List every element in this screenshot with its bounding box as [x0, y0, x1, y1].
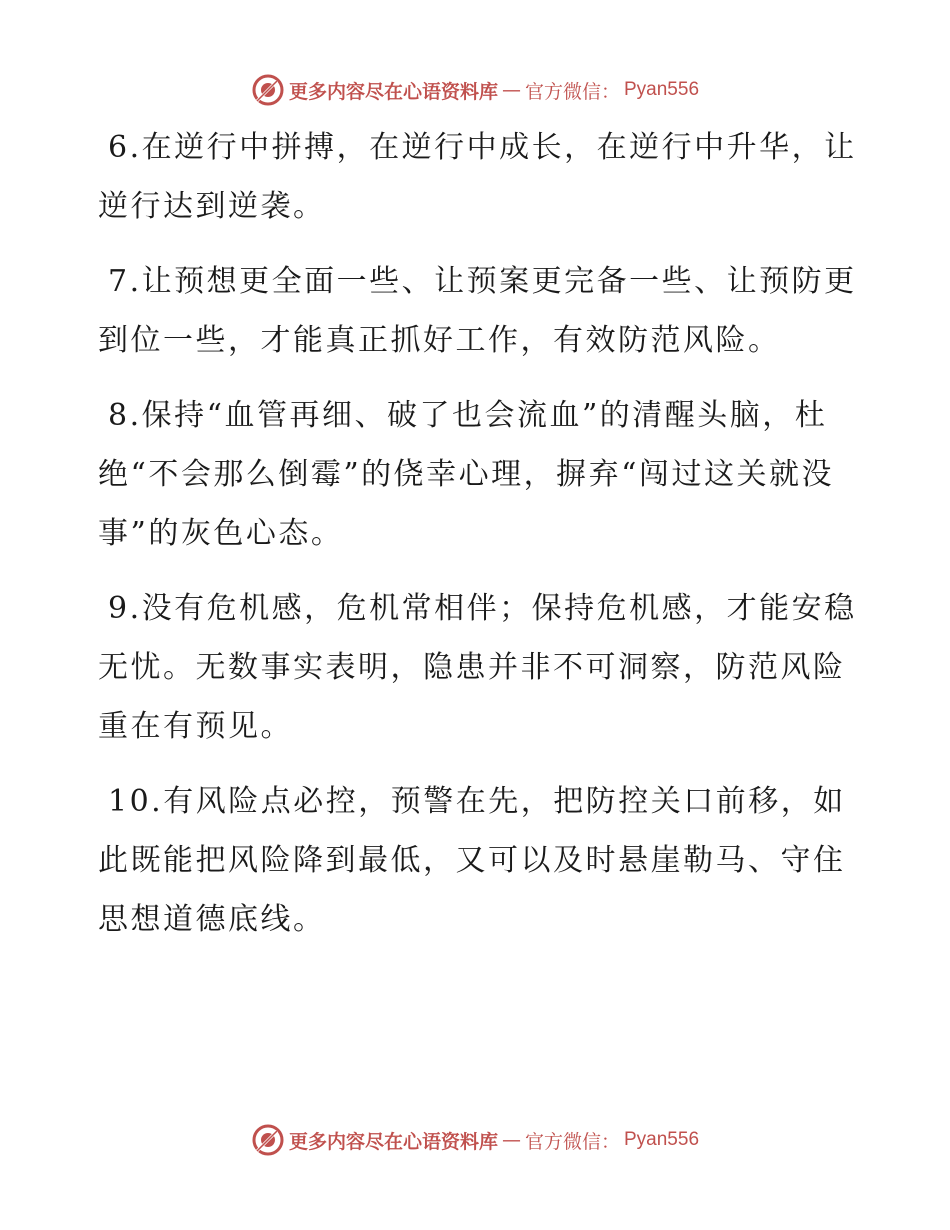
paragraph-number: 9.: [108, 591, 142, 626]
watermark-wechat-id: Pyan556: [624, 79, 700, 100]
paragraph-number: 7.: [108, 264, 142, 299]
paragraph-10: [98, 772, 858, 949]
paragraph-number: 10.: [108, 784, 164, 819]
watermark-separator: —: [501, 1129, 521, 1151]
watermark-wechat-label: 官方微信：: [524, 1130, 620, 1153]
paragraph-9: [98, 579, 858, 756]
watermark-separator: —: [501, 79, 521, 101]
paragraph-6: [98, 118, 858, 236]
logo-icon: [251, 1123, 285, 1157]
logo-icon: [251, 73, 285, 107]
paragraph-text: 在逆行中拼搏，在逆行中成长，在逆行中升华，让逆行达到逆袭。: [98, 130, 857, 224]
paragraph-text: 保持“血管再细、破了也会流血”的清醒头脑，杜绝“不会那么倒霉”的侥幸心理，摒弃“闯过这关就没事”的灰色心态。: [98, 398, 835, 551]
watermark-main-text: 更多内容尽在心语资料库: [288, 80, 498, 103]
document-body: [98, 118, 858, 965]
paragraph-text: 让预想更全面一些、让预案更完备一些、让预防更到位一些，才能真正抓好工作，有效防范风险。: [98, 264, 857, 358]
paragraph-7: [98, 252, 858, 370]
paragraph-number: 6.: [108, 130, 142, 165]
paragraph-text: 有风险点必控，预警在先，把防控关口前移，如此既能把风险降到最低，又可以及时悬崖勒马、守住思想道德底线。: [98, 784, 846, 937]
header-watermark: [0, 70, 950, 110]
paragraph-8: [98, 386, 858, 563]
watermark-main-text: 更多内容尽在心语资料库: [288, 1130, 498, 1153]
footer-watermark: [0, 1120, 950, 1160]
watermark-wechat-id: Pyan556: [624, 1129, 700, 1150]
paragraph-number: 8.: [108, 398, 142, 433]
watermark-wechat-label: 官方微信：: [524, 80, 620, 103]
paragraph-text: 没有危机感，危机常相伴；保持危机感，才能安稳无忧。无数事实表明，隐患并非不可洞察，防范风险重在有预见。: [98, 591, 857, 744]
